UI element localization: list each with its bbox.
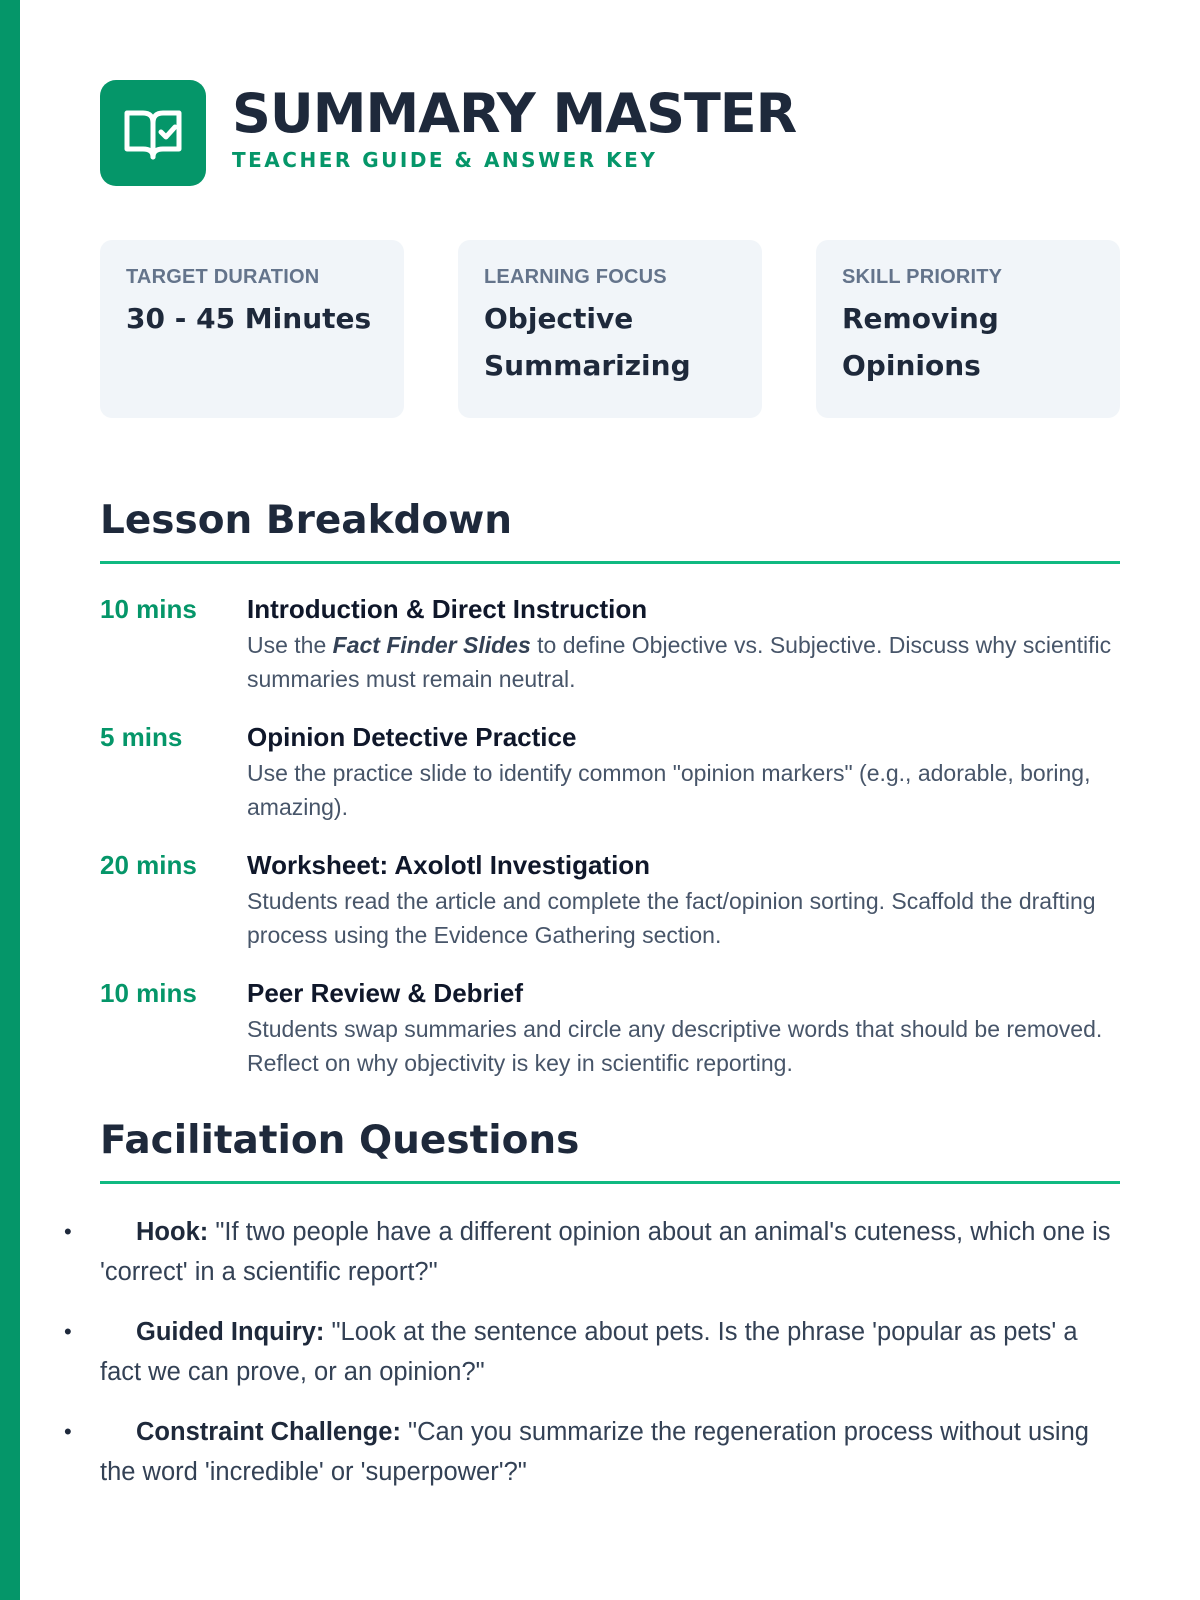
- accent-bar: [0, 0, 20, 1600]
- question-label: Hook:: [136, 1217, 209, 1246]
- card-label: SKILL PRIORITY: [842, 266, 1003, 288]
- row-title: Introduction & Direct Instruction: [247, 593, 648, 624]
- bullet-icon: •: [64, 1218, 72, 1244]
- section-title-facilitation-questions: Facilitation Questions: [100, 1118, 1120, 1184]
- section-title-lesson-breakdown: Lesson Breakdown: [100, 498, 1120, 564]
- row-title: Worksheet: Axolotl Investigation: [247, 849, 651, 880]
- row-duration: 20 mins: [100, 849, 197, 880]
- question-text: "Look at the sentence about pets. Is the phrase 'popular as pets' a fact we can prove, or an opinion?": [100, 1317, 1078, 1386]
- page-subtitle: TEACHER GUIDE & ANSWER KEY: [232, 147, 658, 172]
- row-duration: 10 mins: [100, 977, 197, 1008]
- row-duration: 10 mins: [100, 593, 197, 624]
- row-body: [247, 976, 1120, 1080]
- row-description-end: to define Objective vs. Subjective. Discuss why scientific summaries must remain neutral.: [247, 631, 1112, 692]
- lesson-row: [100, 976, 1120, 1080]
- book-check-icon: [100, 80, 206, 186]
- list-item: [64, 1412, 1120, 1492]
- question-label: Constraint Challenge:: [136, 1417, 401, 1446]
- question-text: "If two people have a different opinion about an animal's cuteness, which one is 'correct' in a scientific report?": [100, 1217, 1111, 1286]
- facilitation-questions-list: [64, 1212, 1120, 1492]
- card-value: 30 - 45 Minutes: [126, 302, 372, 335]
- list-item: [64, 1312, 1120, 1392]
- lesson-breakdown-list: [100, 592, 1120, 1080]
- question-label: Guided Inquiry:: [136, 1317, 325, 1346]
- lesson-row: [100, 848, 1120, 952]
- row-body: [247, 592, 1120, 696]
- info-card-focus: [458, 240, 762, 418]
- header: [100, 80, 1120, 186]
- row-description: [247, 628, 1120, 696]
- lesson-row: [100, 720, 1120, 824]
- row-description: Use the practice slide to identify common "opinion markers" (e.g., adorable, boring, amazing).: [247, 759, 1091, 820]
- page-title: SUMMARY MASTER: [232, 82, 797, 146]
- row-body: [247, 720, 1120, 824]
- fact-finder-slides-reference: Fact Finder Slides: [332, 631, 531, 658]
- teacher-guide-page: [64, 80, 1120, 1512]
- card-value: Removing Opinions: [842, 302, 999, 382]
- row-description-start: Use the: [247, 631, 333, 658]
- row-body: [247, 848, 1120, 952]
- row-duration: 5 mins: [100, 721, 183, 752]
- row-title: Peer Review & Debrief: [247, 977, 524, 1008]
- bullet-icon: •: [64, 1418, 72, 1444]
- lesson-row: [100, 592, 1120, 696]
- card-label: LEARNING FOCUS: [484, 266, 667, 288]
- bullet-icon: •: [64, 1318, 72, 1344]
- question-text: "Can you summarize the regeneration process without using the word 'incredible' or 'superpower'?": [100, 1417, 1089, 1486]
- list-item: [64, 1212, 1120, 1292]
- row-title: Opinion Detective Practice: [247, 721, 577, 752]
- row-description: Students read the article and complete the fact/opinion sorting. Scaffold the drafting process using the Evidence Gathering section.: [247, 887, 1096, 948]
- info-cards: [100, 240, 1120, 418]
- card-label: TARGET DURATION: [126, 266, 320, 288]
- card-value: Objective Summarizing: [484, 302, 691, 382]
- row-description: Students swap summaries and circle any descriptive words that should be removed. Reflect on why objectivity is key in scientific reporting.: [247, 1015, 1103, 1076]
- title-block: [232, 84, 796, 171]
- info-card-duration: [100, 240, 404, 418]
- info-card-priority: [816, 240, 1120, 418]
